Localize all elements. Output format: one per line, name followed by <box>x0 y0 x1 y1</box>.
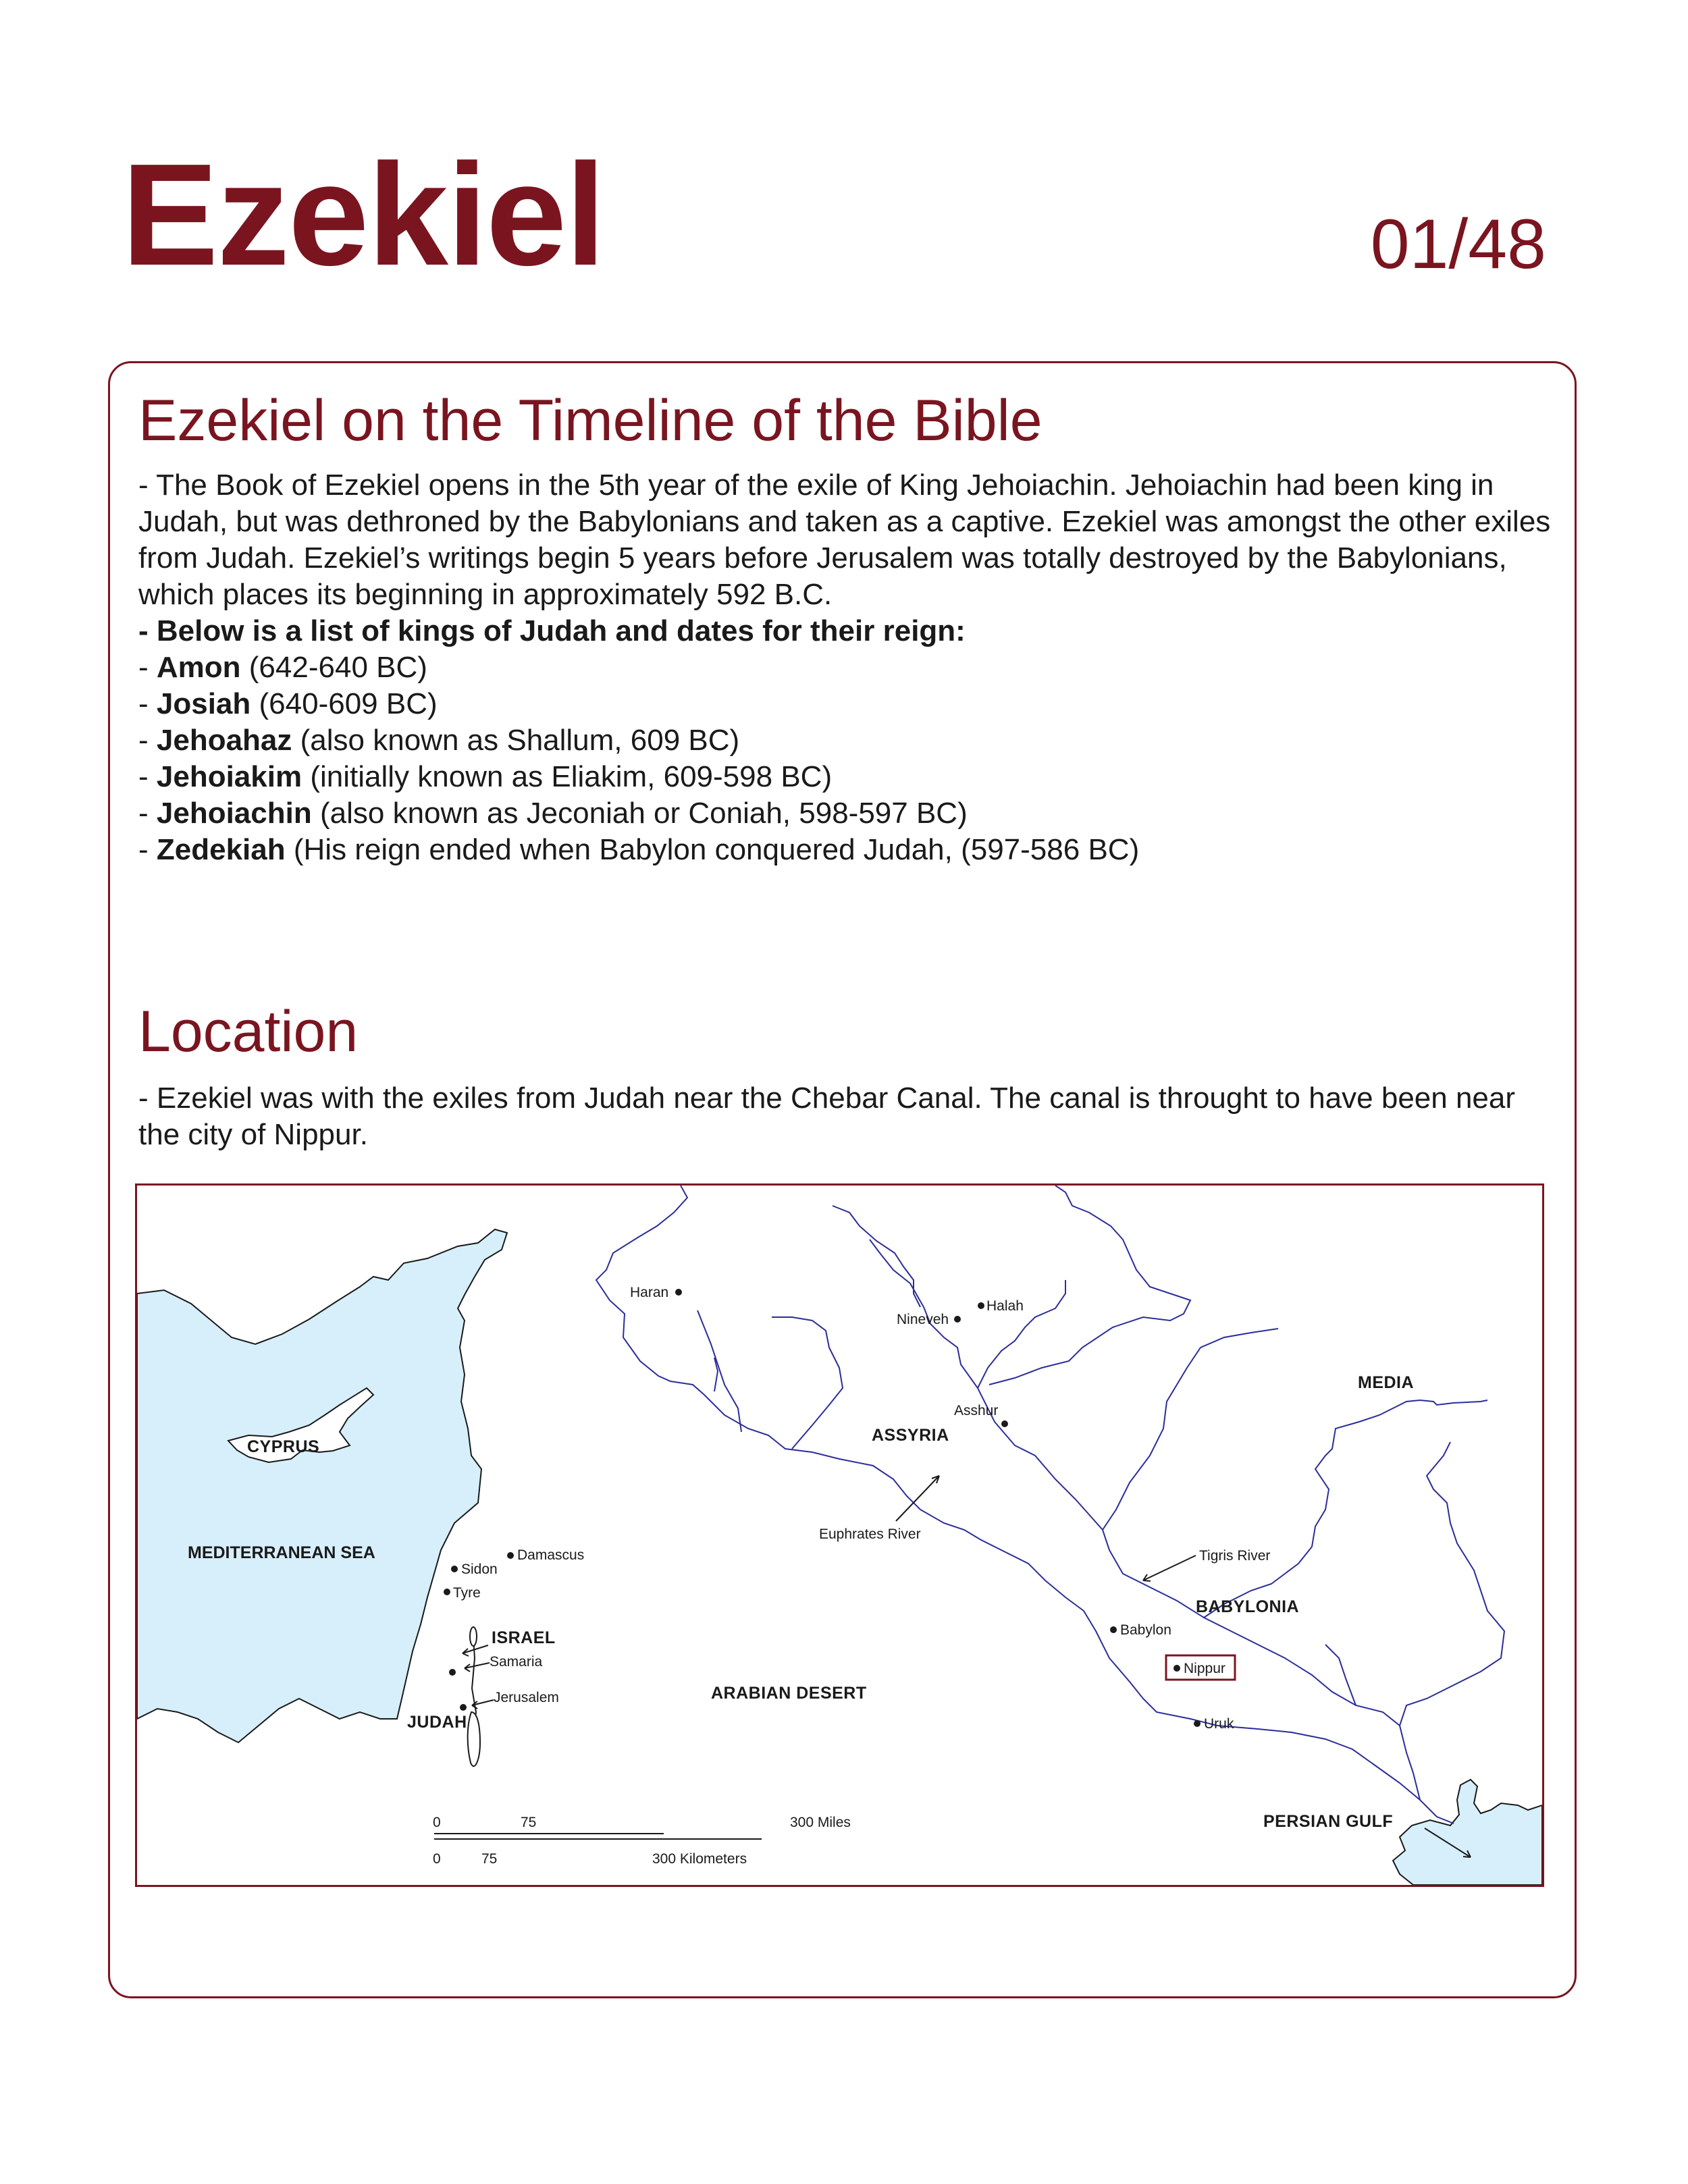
haran-label: Haran <box>630 1285 669 1300</box>
king-detail: (His reign ended when Babylon conquered Judah, (597-586 BC) <box>293 833 1140 866</box>
king-name: Jehoahaz <box>156 724 292 757</box>
city-markers <box>444 1289 1201 1727</box>
lesser-zab-river <box>1103 1329 1278 1530</box>
uruk-dot <box>1194 1720 1201 1727</box>
page-title: Ezekiel <box>122 133 605 296</box>
scale-km-end: 300 Kilometers <box>652 1851 747 1867</box>
king-item: - Josiah (640-609 BC) <box>138 687 438 720</box>
timeline-heading: Ezekiel on the Timeline of the Bible <box>138 388 1043 453</box>
scale-km-mid: 75 <box>481 1851 498 1867</box>
king-detail: (also known as Jeconiah or Coniah, 598-597 BC) <box>319 797 968 830</box>
timeline-body <box>138 467 1563 868</box>
kings-list <box>138 649 1563 868</box>
upper-tigris-branch <box>978 1280 1065 1388</box>
nineveh-dot <box>954 1316 961 1323</box>
page-number: 01/48 <box>1370 205 1546 284</box>
rivers <box>596 1186 1504 1823</box>
halah-dot <box>978 1302 984 1309</box>
samaria-arrow <box>465 1663 490 1672</box>
king-name: Amon <box>156 651 241 684</box>
tigris-river-label: Tigris River <box>1199 1548 1271 1564</box>
map <box>135 1183 1544 1887</box>
uruk-label: Uruk <box>1204 1716 1234 1732</box>
scale-miles-end: 300 Miles <box>790 1815 851 1830</box>
king-detail: (642-640 BC) <box>248 651 427 684</box>
scale-miles-start: 0 <box>433 1815 441 1830</box>
map-canvas <box>137 1186 1542 1885</box>
king-detail: (640-609 BC) <box>259 687 438 720</box>
king-item: - Jehoahaz (also known as Shallum, 609 BC) <box>138 724 740 757</box>
sidon-label: Sidon <box>461 1562 498 1577</box>
damascus-dot <box>507 1552 514 1559</box>
king-detail: (initially known as Eliakim, 609-598 BC) <box>310 760 833 793</box>
king-name: Zedekiah <box>156 833 286 866</box>
tyre-dot <box>444 1589 450 1595</box>
king-name: Jehoiachin <box>156 797 312 830</box>
asshur-dot <box>1001 1420 1008 1427</box>
jerusalem-label: Jerusalem <box>494 1690 559 1705</box>
assyria-label: ASSYRIA <box>872 1426 949 1445</box>
babylonia-label: BABYLONIA <box>1196 1597 1300 1616</box>
damascus-label: Damascus <box>517 1547 585 1563</box>
jerusalem-dot <box>460 1704 467 1711</box>
samaria-label: Samaria <box>490 1654 543 1670</box>
king-name: Josiah <box>156 687 251 720</box>
mediterranean-sea-label: MEDITERRANEAN SEA <box>188 1543 375 1562</box>
mediterranean-sea-water <box>137 1229 507 1742</box>
leader-arrows <box>463 1476 1471 1857</box>
nippur-dot <box>1173 1665 1180 1672</box>
scale-bar <box>434 1834 762 1839</box>
sea-of-galilee <box>470 1627 477 1646</box>
king-item: - Jehoiachin (also known as Jeconiah or Coniah, 598-597 BC) <box>138 797 968 830</box>
greater-zab-river <box>989 1186 1190 1385</box>
tigris-river-line <box>870 1240 1420 1800</box>
scale-miles-mid: 75 <box>521 1815 537 1830</box>
tigris-arrow <box>1143 1555 1196 1581</box>
location-body <box>138 1080 1563 1153</box>
king-name: Jehoiakim <box>156 760 302 793</box>
euphrates-tributary <box>697 1310 741 1432</box>
king-item: - Jehoiakim (initially known as Eliakim, 609-598 BC) <box>138 760 833 793</box>
persian-gulf-label: PERSIAN GULF <box>1263 1812 1394 1831</box>
king-item: - Zedekiah (His reign ended when Babylon conquered Judah, (597-586 BC) <box>138 833 1140 866</box>
media-label: MEDIA <box>1358 1373 1415 1392</box>
cyprus-label: CYPRUS <box>247 1437 320 1456</box>
halah-label: Halah <box>986 1298 1024 1314</box>
judah-label: JUDAH <box>407 1713 467 1732</box>
khabur-north-branch <box>833 1206 920 1307</box>
nineveh-label: Nineveh <box>897 1312 949 1327</box>
euphrates-river-line <box>596 1186 1454 1823</box>
euphrates-arrow <box>896 1476 939 1521</box>
israel-label: ISRAEL <box>492 1628 556 1647</box>
king-item: - Amon (642-640 BC) <box>138 651 427 684</box>
kings-list-heading: - Below is a list of kings of Judah and dates for their reign: <box>138 614 966 647</box>
location-text: - Ezekiel was with the exiles from Judah near the Chebar Canal. The canal is throught to have been near the city of Nippur. <box>138 1082 1516 1151</box>
israel-arrow <box>463 1645 488 1656</box>
king-detail: (also known as Shallum, 609 BC) <box>300 724 740 757</box>
nippur-label: Nippur <box>1184 1661 1225 1676</box>
karun-river <box>1400 1442 1504 1726</box>
timeline-intro: - The Book of Ezekiel opens in the 5th year of the exile of King Jehoiachin. Jehoiachin had been king in Judah, but was dethroned by the Babylonians and taken as a captive. Ezekiel was amongst the other exiles from Judah. Ezekiel’s writings begin 5 years before Jerusalem was totally destroyed by the Babylonians, which places its beginning in approximately 592 B.C. <box>138 469 1551 611</box>
location-heading: Location <box>138 999 359 1064</box>
arabian-desert-label: ARABIAN DESERT <box>711 1684 867 1703</box>
dead-sea <box>468 1712 480 1766</box>
haran-dot <box>675 1289 682 1296</box>
khabur-river <box>772 1317 843 1449</box>
euphrates-river-label: Euphrates River <box>819 1526 921 1542</box>
tyre-label: Tyre <box>453 1585 481 1601</box>
scale-km-start: 0 <box>433 1851 441 1867</box>
sidon-dot <box>451 1566 458 1572</box>
jerusalem-arrow <box>472 1700 494 1709</box>
samaria-dot <box>449 1669 456 1676</box>
asshur-label: Asshur <box>954 1403 999 1418</box>
babylon-label: Babylon <box>1120 1622 1171 1638</box>
babylon-dot <box>1110 1626 1117 1633</box>
diyala-river <box>1204 1400 1487 1618</box>
